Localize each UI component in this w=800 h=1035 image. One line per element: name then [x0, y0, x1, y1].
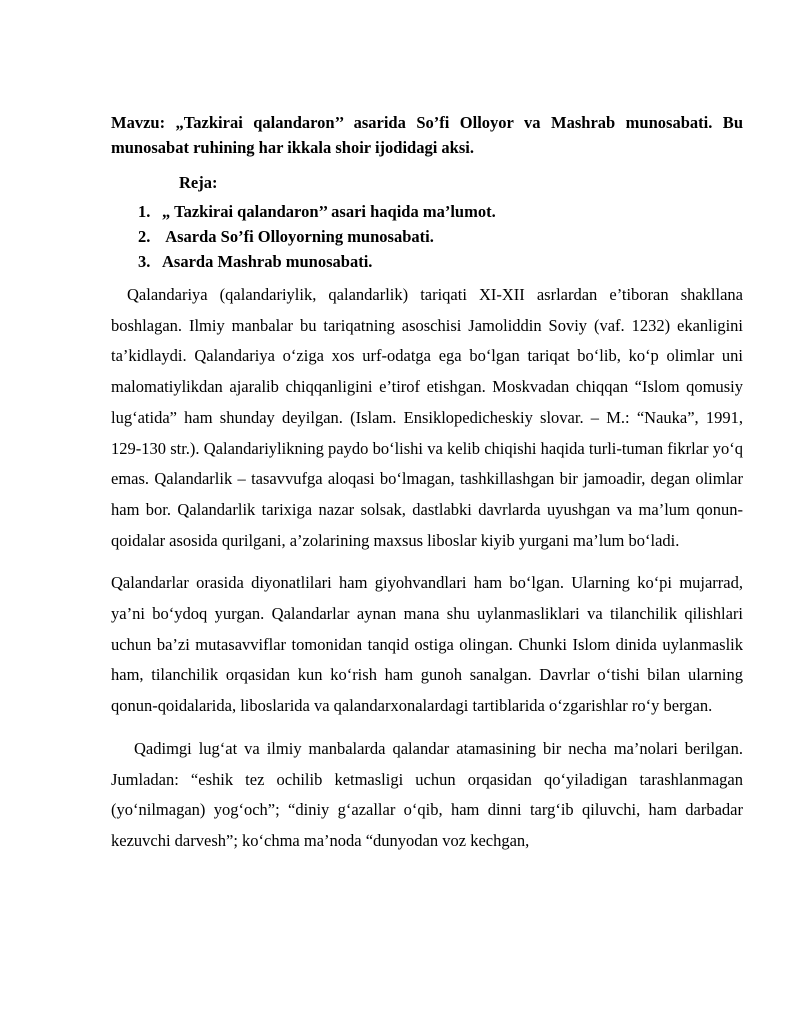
plan-item [111, 199, 743, 224]
plan-list [111, 199, 743, 274]
document-topic-heading: Mavzu: „Tazkirai qalandaron’’ asarida So’fi Olloyor va Mashrab munosabati. Bu munosabat ruhining har ikkala shoir ijodidagi aksi. [111, 113, 743, 157]
body-paragraph: Qadimgi lug‘at va ilmiy manbalarda qalandar atamasining bir necha ma’nolari berilgan. Jumladan: “eshik tez ochilib ketmasligi uchun orqasidan qo‘yiladigan tarashlanmagan (yo‘nilmagan) yog‘och”; “diniy g‘azallar o‘qib, ham dinni targ‘ib qiluvchi, ham darbadar kezuvchi darvesh”; ko‘chma ma’noda “dunyodan voz kechgan, [111, 738, 743, 850]
plan-item-number: 1. [138, 202, 151, 221]
plan-item-text: „ Tazkirai qalandaron’’ asari haqida ma’lumot. [162, 202, 496, 221]
plan-item-text: Asarda Mashrab munosabati. [162, 252, 373, 271]
plan-item-text: Asarda So’fi Olloyorning munosabati. [162, 227, 434, 246]
plan-item-number: 3. [138, 252, 151, 271]
plan-item [111, 249, 743, 274]
plan-item [111, 224, 743, 249]
plan-item-number: 2. [138, 227, 151, 246]
document-page [111, 110, 743, 857]
plan-title: Reja: [179, 173, 218, 192]
body-paragraph: Qalandarlar orasida diyonatlilari ham giyohvandlari ham bo‘lgan. Ularning ko‘pi mujarrad, ya’ni bo‘ydoq yurgan. Qalandarlar aynan mana shu uylanmasliklari va tilanchilik qilishlari uchun ba’zi mutasavviflar tomonidan tanqid ostiga olingan. Chunki Islom dinida uylanmaslik ham, tilanchilik orqasidan kun ko‘rish ham gunoh sanalgan. Davrlar o‘tishi bilan ularning qonun-qoidalarida, liboslarida va qalandarxonalardagi tartiblarida o‘zgarishlar ro‘y bergan. [111, 573, 743, 716]
body-paragraph: Qalandariya (qalandariylik, qalandarlik) tariqati XI-XII asrlardan e’tiboran shakllana boshlagan. Ilmiy manbalar bu tariqatning asoschisi Jamoliddin Soviy (vaf. 1232) ekanligini ta’kidlaydi. Qalandariya o‘ziga xos urf-odatga ega bo‘lgan tariqat bo‘lib, ko‘p olimlar uni malomatiylikdan ajaralib chiqqanligini e’tirof etishgan. Moskvadan chiqqan “Islom qomusiy lug‘atida” ham shunday deyilgan. (Islam. Ensiklopedicheskiy slovar. – M.: “Nauka”, 1991, 129-130 str.). Qalandariylikning paydo bo‘lishi va kelib chiqishi haqida turli-tuman fikrlar yo‘q emas. Qalandarlik – tasavvufga aloqasi bo‘lmagan, tashkillashgan bir jamoadir, degan olimlar ham bor. Qalandarlik tarixiga nazar solsak, dastlabki davrlarda uyushgan va ma’lum qonun-qoidalar asosida qurilgani, a’zolarining maxsus liboslar kiyib yurgani ma’lum bo‘ladi. [111, 285, 743, 550]
